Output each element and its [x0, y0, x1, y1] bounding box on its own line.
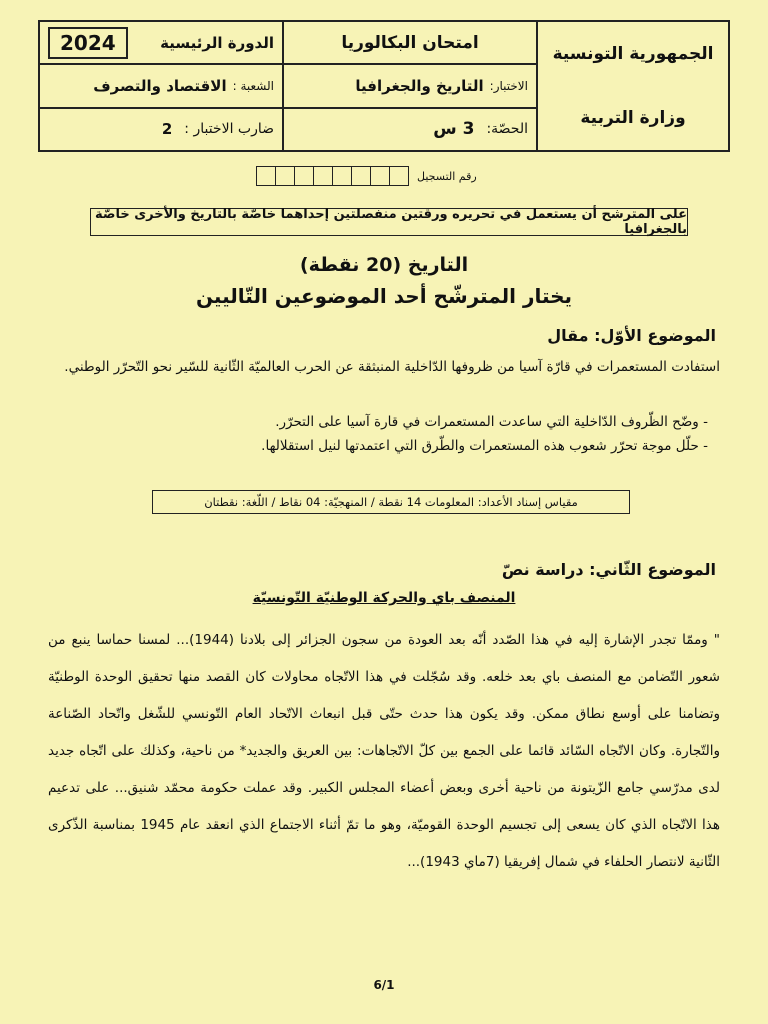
text-title: المنصف باي والحركة الوطنيّة التّونسيّة [252, 590, 516, 606]
branch-value: الاقتصاد والتصرف [93, 76, 227, 95]
question-item: - حلّل موجة تحرّر شعوب هذه المستعمرات والطّرق التي اعتمدتها لنيل استقلالها. [48, 434, 708, 458]
registration-box [276, 166, 295, 186]
test-value: التاريخ والجغرافيا [355, 76, 484, 95]
country-cell [538, 22, 728, 86]
duration-cell [284, 109, 536, 150]
section-title: التاريخ (20 نقطة) [299, 254, 469, 276]
header-left-column [40, 22, 284, 150]
topic1-questions [48, 410, 708, 458]
registration-number [256, 166, 477, 186]
duration-label: الحصّة: [486, 121, 528, 138]
ministry-name: وزارة التربية [580, 108, 686, 128]
registration-box [314, 166, 333, 186]
test-cell [284, 65, 536, 108]
header-middle-column [284, 22, 538, 150]
page-number: 6/1 [373, 978, 395, 992]
topic1-text: استفادت المستعمرات في قارّة آسيا من ظروفها الدّاخلية المنبثقة عن الحرب العالميّة الثّانية للسّير نحو التّحرّر الوطني. [64, 359, 720, 375]
grading-scale: مقياس إسناد الأعداد: المعلومات 14 نقطة / المنهجيّة: 04 نقاط / اللّغة: نقطتان [152, 490, 630, 514]
topic2-title: الموضوع الثّاني: دراسة نصّ [501, 560, 716, 579]
coef-cell [40, 109, 282, 150]
session-type: الدورة الرئيسية [160, 33, 274, 52]
exam-year: 2024 [48, 27, 128, 59]
country-name: الجمهورية التونسية [552, 44, 714, 64]
registration-box [333, 166, 352, 186]
header-right-column [538, 22, 728, 150]
exam-header [38, 20, 730, 152]
topic1-title: الموضوع الأوّل: مقال [547, 326, 716, 345]
question-item: - وضّح الظّروف الدّاخلية التي ساعدت المستعمرات في قارة آسيا على التحرّر. [48, 410, 708, 434]
exam-title-cell [284, 22, 536, 65]
registration-box [295, 166, 314, 186]
exam-title: امتحان البكالوريا [341, 32, 479, 53]
branch-cell [40, 65, 282, 108]
branch-label: الشعبة : [232, 78, 274, 93]
instruction-banner: على المترشح أن يستعمل في تحريره ورقتين منفصلتين إحداهما خاصّة بالتاريخ والأخرى خاصّة بالجغرافيا [90, 208, 688, 236]
registration-boxes [256, 166, 409, 186]
ministry-cell [538, 86, 728, 150]
registration-box [390, 166, 409, 186]
text-passage: " وممّا تجدر الإشارة إليه في هذا الصّدد أنّه بعد العودة من سجون الجزائر إلى بلادنا (1944)... لمسنا حماسا ينبع من شعور التّضامن مع المنصف باي بعد خلعه. وقد سُجّلت في هذا الاتّجاه محاولات كان القصد منها تحقيق الوحدة الوطنيّة وتضامنا على أوسع نطاق ممكن. وقد يكون هذا حدث حتّى قبل انبعاث الاتّحاد العام التّونسي للشّغل واتّحاد الصّناعة والتّجارة. وكان الاتّجاه السّائد قائما على الجمع بين كلّ الاتّجاهات: بين العريق والجديد* من ناحية، وكذلك على اتّجاه جديد لدى مدرّسي جامع الزّيتونة من ناحية أخرى وبعض أعضاء المجلس الكبير. وقد عملت حكومة محمّد شنيق... على تدعيم هذا الاتّجاه الذي كان يسعى إلى تجسيم الوحدة القوميّة، وهو ما تمّ أثناء الاجتماع الذي انعقد عام 1945 بمناسبة الذّكرى الثّانية لانتصار الحلفاء في شمال إفريقيا (7ماي 1943)... [48, 632, 720, 870]
registration-box [256, 166, 276, 186]
choose-title: يختار المترشّح أحد الموضوعين التّاليين [195, 284, 573, 308]
session-cell [40, 22, 282, 65]
registration-label: رقم التسجيل [417, 169, 477, 183]
coef-value: 2 [161, 120, 173, 139]
duration-value: 3 س [433, 119, 475, 140]
coef-label: ضارب الاختبار : [184, 121, 274, 138]
registration-box [352, 166, 371, 186]
registration-box [371, 166, 390, 186]
test-label: الاختبار: [489, 78, 528, 93]
